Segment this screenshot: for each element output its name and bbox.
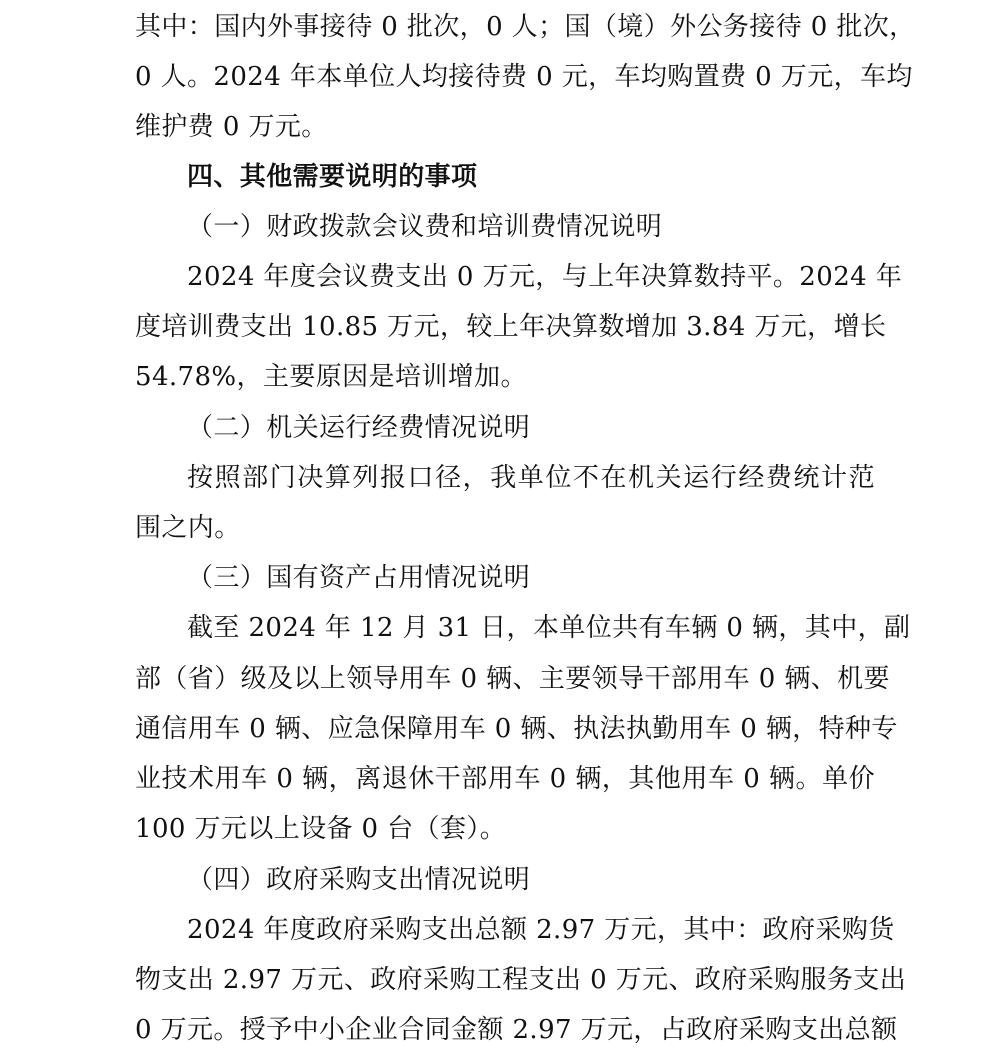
section-heading: 四、其他需要说明的事项 (187, 162, 478, 192)
paragraph-line: 围之内。 (135, 513, 241, 543)
paragraph-line: 业技术用车 0 辆，离退休干部用车 0 辆，其他用车 0 辆。单价 (135, 764, 875, 794)
paragraph-line: 按照部门决算列报口径，我单位不在机关运行经费统计范 (187, 463, 875, 493)
paragraph-line: 部（省）级及以上领导用车 0 辆、主要领导干部用车 0 辆、机要 (135, 664, 890, 694)
paragraph-line: 54.78%，主要原因是培训增加。 (135, 362, 527, 392)
paragraph-line: 截至 2024 年 12 月 31 日，本单位共有车辆 0 辆，其中，副 (187, 613, 911, 643)
paragraph-line: 0 人。2024 年本单位人均接待费 0 元，车均购置费 0 万元，车均 (135, 62, 913, 92)
paragraph-line: 其中：国内外事接待 0 批次，0 人；国（境）外公务接待 0 批次， (135, 12, 916, 42)
subsection-heading: （三）国有资产占用情况说明 (187, 563, 531, 593)
subsection-heading: （四）政府采购支出情况说明 (187, 865, 531, 895)
paragraph-line: 0 万元。授予中小企业合同金额 2.97 万元，占政府采购支出总额 (135, 1015, 898, 1045)
subsection-heading: （一）财政拨款会议费和培训费情况说明 (187, 212, 663, 242)
paragraph-line: 通信用车 0 辆、应急保障用车 0 辆、执法执勤用车 0 辆，特种专 (135, 714, 898, 744)
paragraph-line: 100 万元以上设备 0 台（套）。 (135, 814, 507, 844)
paragraph-line: 物支出 2.97 万元、政府采购工程支出 0 万元、政府采购服务支出 (135, 965, 907, 995)
subsection-heading: （二）机关运行经费情况说明 (187, 413, 531, 443)
paragraph-line: 2024 年度会议费支出 0 万元，与上年决算数持平。2024 年 (187, 262, 903, 292)
paragraph-line: 2024 年度政府采购支出总额 2.97 万元，其中：政府采购货 (187, 915, 895, 945)
paragraph-line: 维护费 0 万元。 (135, 112, 328, 142)
paragraph-line: 度培训费支出 10.85 万元，较上年决算数增加 3.84 万元，增长 (135, 312, 887, 342)
